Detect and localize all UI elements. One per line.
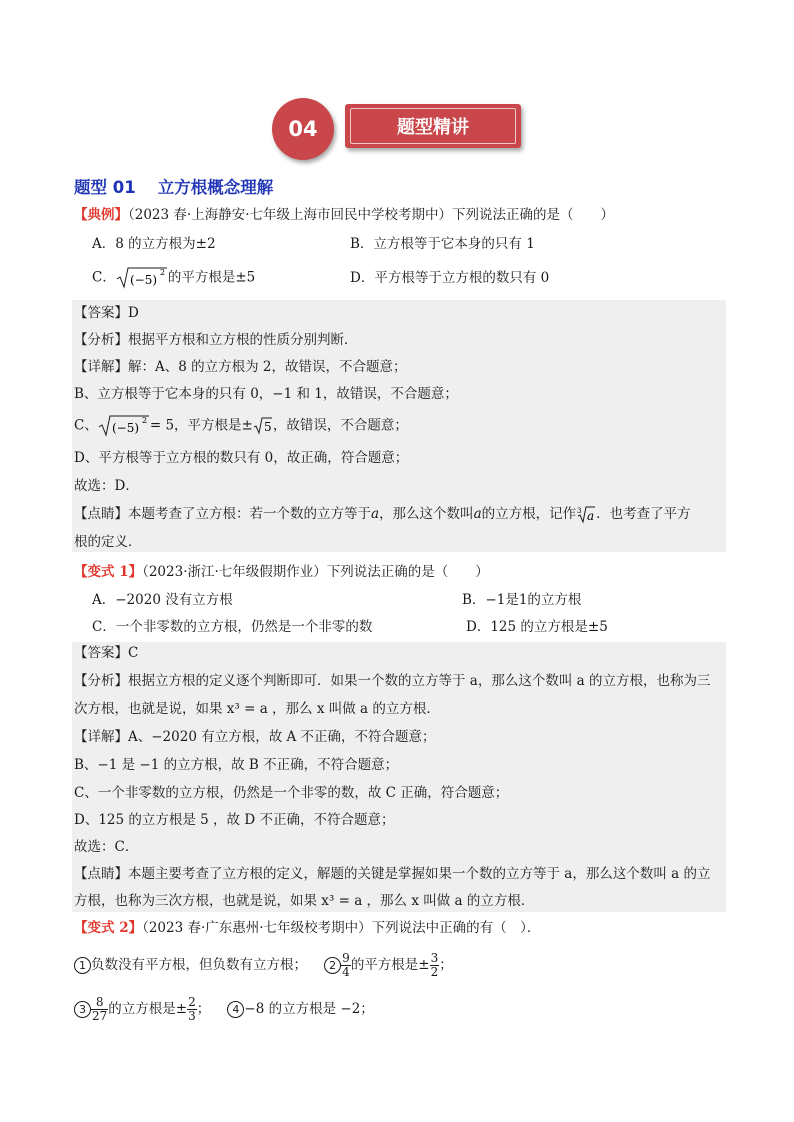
frac-num: 3	[430, 951, 439, 965]
fraction-8-27	[91, 996, 108, 1023]
variant2-stem	[74, 918, 540, 938]
variant2-tag: 【变式 2】	[74, 920, 143, 936]
variant1-choose: 故选：C．	[74, 839, 139, 855]
sqrt-5	[253, 416, 273, 436]
frac-num: 2	[188, 995, 196, 1009]
example-choose: 故选：D．	[74, 478, 139, 494]
note-part-a: 【点睛】本题考查了立方根：若一个数的立方等于	[74, 506, 371, 522]
example-stem-text: （2023 春·上海静安·七年级上海市回民中学校考期中）下列说法正确的是（ ）	[128, 207, 614, 223]
statement-2: 的平方根是±	[350, 957, 430, 973]
section-header-bar	[345, 104, 521, 148]
example-option-c	[92, 266, 255, 290]
option-c-suffix: 的平方根是±5	[167, 269, 256, 286]
example-detail-2: B、立方根等于它本身的只有 0，−1 和 1，故错误，不合题意；	[74, 386, 458, 402]
badge-text: 04	[288, 117, 318, 141]
circled-number-1: 1	[74, 957, 91, 974]
example-detail-1: 【详解】解：A、8 的立方根为 2，故错误，不合题意；	[74, 359, 407, 375]
detail-3-mid: = 5，平方根是±	[149, 417, 253, 434]
variant2-statements-row-2	[74, 994, 374, 1024]
option-c-prefix: C．	[92, 269, 116, 286]
statement-4: −8 的立方根是 −2；	[244, 1001, 374, 1017]
note-part-b: ，那么这个数叫	[379, 506, 474, 522]
variant1-stem	[74, 562, 489, 582]
variant1-tag: 【变式 1】	[74, 564, 143, 580]
frac-num: 9	[342, 951, 350, 965]
variant1-analysis-1: 【分析】根据立方根的定义逐个判断即可．如果一个数的立方等于 a，那么这个数叫 a 的立方根，也称为三	[74, 673, 711, 689]
frac-den: 2	[430, 965, 439, 979]
circled-number-2: 2	[324, 957, 341, 974]
fraction-2-3	[187, 996, 197, 1023]
variant1-detail-1: 【详解】A、−2020 有立方根，故 A 不正确，不符合题意；	[74, 729, 436, 745]
svg-text:2: 2	[141, 416, 147, 425]
example-option-d: D．平方根等于立方根的数只有 0	[350, 270, 550, 286]
frac-den: 3	[188, 1009, 196, 1023]
variant1-detail-4: D、125 的立方根是 5 ，故 D 不正确，不符合题意；	[74, 812, 395, 828]
svg-text:(−5): (−5)	[129, 273, 157, 287]
variant1-note-2: 方根，也称为三次方根，也就是说，如果 x³ = a ，那么 x 叫做 a 的立方根．	[74, 893, 535, 909]
variant2-stem-text: （2023 春·广东惠州·七年级校考期中）下列说法中正确的有（ ）．	[142, 920, 541, 936]
var-a: a	[473, 506, 482, 522]
detail-3-prefix: C、	[74, 417, 98, 434]
example-option-b: B．立方根等于它本身的只有 1	[350, 236, 535, 252]
statement-3-end: ；	[196, 1001, 211, 1017]
topic-label: 题型 01	[74, 178, 136, 197]
sqrt-neg5-squared	[116, 266, 168, 290]
variant1-note-1: 【点睛】本题主要考查了立方根的定义，解题的关键是掌握如果一个数的立方等于 a，那么这个数叫 a 的立	[74, 866, 711, 882]
example-option-a: A．8 的立方根为±2	[92, 236, 216, 252]
frac-num: 8	[91, 996, 108, 1010]
note-part-d: ．也考查了平方	[596, 506, 691, 522]
variant1-option-c: C．一个非零数的立方根，仍然是一个非零的数	[92, 619, 373, 635]
example-analysis: 【分析】根据平方根和立方根的性质分别判断．	[74, 332, 358, 348]
example-answer: 【答案】D	[74, 305, 139, 321]
frac-den: 4	[342, 965, 350, 979]
svg-text:(−5): (−5)	[111, 421, 139, 435]
example-detail-4: D、平方根等于立方根的数只有 0，故正确，符合题意；	[74, 450, 409, 466]
example-tag: 【典例】	[74, 207, 128, 223]
variant2-statements-row-1	[74, 950, 453, 980]
detail-3-suffix: ，故错误，不合题意；	[272, 417, 408, 434]
sqrt-neg5-squared-expr	[98, 414, 150, 438]
example-note-line-1	[74, 504, 691, 525]
svg-text:3: 3	[577, 506, 582, 515]
circled-number-3: 3	[74, 1001, 91, 1018]
cube-root-a	[576, 505, 596, 525]
statement-3: 的立方根是±	[108, 1001, 188, 1017]
variant1-detail-2: B、−1 是 −1 的立方根，故 B 不正确，不符合题意；	[74, 757, 399, 773]
svg-text:5: 5	[263, 420, 272, 434]
topic-title	[74, 174, 273, 198]
note-part-c: 的立方根，记作	[481, 506, 577, 522]
variant1-option-b: B．−1是1的立方根	[462, 592, 582, 608]
topic-name: 立方根概念理解	[157, 178, 274, 197]
example-detail-3	[74, 414, 408, 438]
variant1-detail-3: C、一个非零数的立方根，仍然是一个非零的数，故 C 正确，符合题意；	[74, 785, 509, 801]
statement-2-end: ；	[439, 957, 453, 973]
svg-text:2: 2	[159, 268, 165, 277]
section-number-badge	[272, 98, 334, 160]
fraction-3-2	[430, 952, 440, 979]
svg-text:a: a	[587, 508, 595, 523]
variant1-stem-text: （2023·浙江·七年级假期作业）下列说法正确的是（ ）	[142, 564, 489, 580]
var-a: a	[371, 506, 380, 522]
statement-1: 负数没有平方根，但负数有立方根；	[91, 957, 307, 973]
variant1-option-d: D．125 的立方根是±5	[466, 619, 608, 635]
fraction-9-4	[341, 952, 351, 979]
variant1-option-a: A．−2020 没有立方根	[92, 592, 233, 608]
frac-den: 27	[92, 1009, 108, 1023]
example-note-line-2: 根的定义．	[74, 534, 142, 550]
variant1-analysis-2: 次方根，也就是说，如果 x³ = a ，那么 x 叫做 a 的立方根．	[74, 701, 440, 717]
variant1-answer: 【答案】C	[74, 645, 139, 661]
section-header-title: 题型精讲	[350, 108, 516, 144]
circled-number-4: 4	[227, 1001, 244, 1018]
example-stem	[74, 205, 614, 225]
